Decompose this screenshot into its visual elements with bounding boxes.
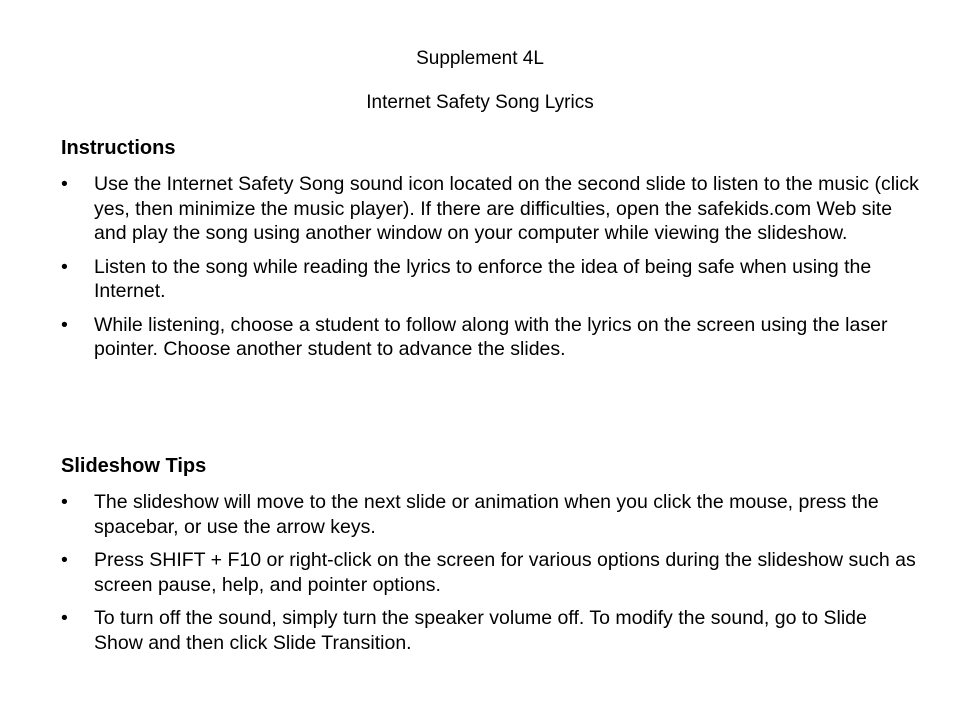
bullet-icon: •: [61, 549, 68, 571]
supplement-label: Supplement 4L: [416, 48, 544, 69]
tip-text: Press SHIFT + F10 or right-click on the screen for various options during the slideshow such as screen pause, help, and pointer options.: [94, 549, 916, 596]
instruction-text: While listening, choose a student to follow along with the lyrics on the screen using the laser pointer. Choose another student to advance the slides.: [94, 313, 888, 360]
tip-text: To turn off the sound, simply turn the speaker volume off. To modify the sound, go to Slide Show and then click Slide Transition.: [94, 607, 867, 654]
bullet-icon: •: [61, 313, 68, 336]
list-item: [61, 548, 921, 597]
bullet-icon: •: [61, 255, 68, 278]
slideshow-tips-heading: Slideshow Tips: [61, 455, 207, 477]
bullet-icon: •: [61, 173, 68, 195]
list-item: [61, 255, 921, 304]
bullet-icon: •: [61, 491, 68, 513]
tip-text: The slideshow will move to the next slide or animation when you click the mouse, press the spacebar, or use the arrow keys.: [94, 491, 879, 538]
instructions-heading: Instructions: [61, 137, 176, 159]
bullet-icon: •: [61, 607, 68, 629]
list-item: [61, 313, 921, 362]
instruction-text: Listen to the song while reading the lyrics to enforce the idea of being safe when using the Internet.: [94, 255, 872, 302]
instruction-text: Use the Internet Safety Song sound icon located on the second slide to listen to the music (click yes, then minimize the music player). If there are difficulties, open the safekids.com Web site and play the song using another window on your computer while viewing the slideshow.: [94, 173, 919, 244]
list-item: [61, 172, 921, 246]
instructions-list: [61, 172, 921, 371]
list-item: [61, 606, 921, 655]
list-item: [61, 490, 921, 539]
slideshow-tips-list: [61, 490, 921, 664]
page-title: Internet Safety Song Lyrics: [366, 92, 594, 113]
